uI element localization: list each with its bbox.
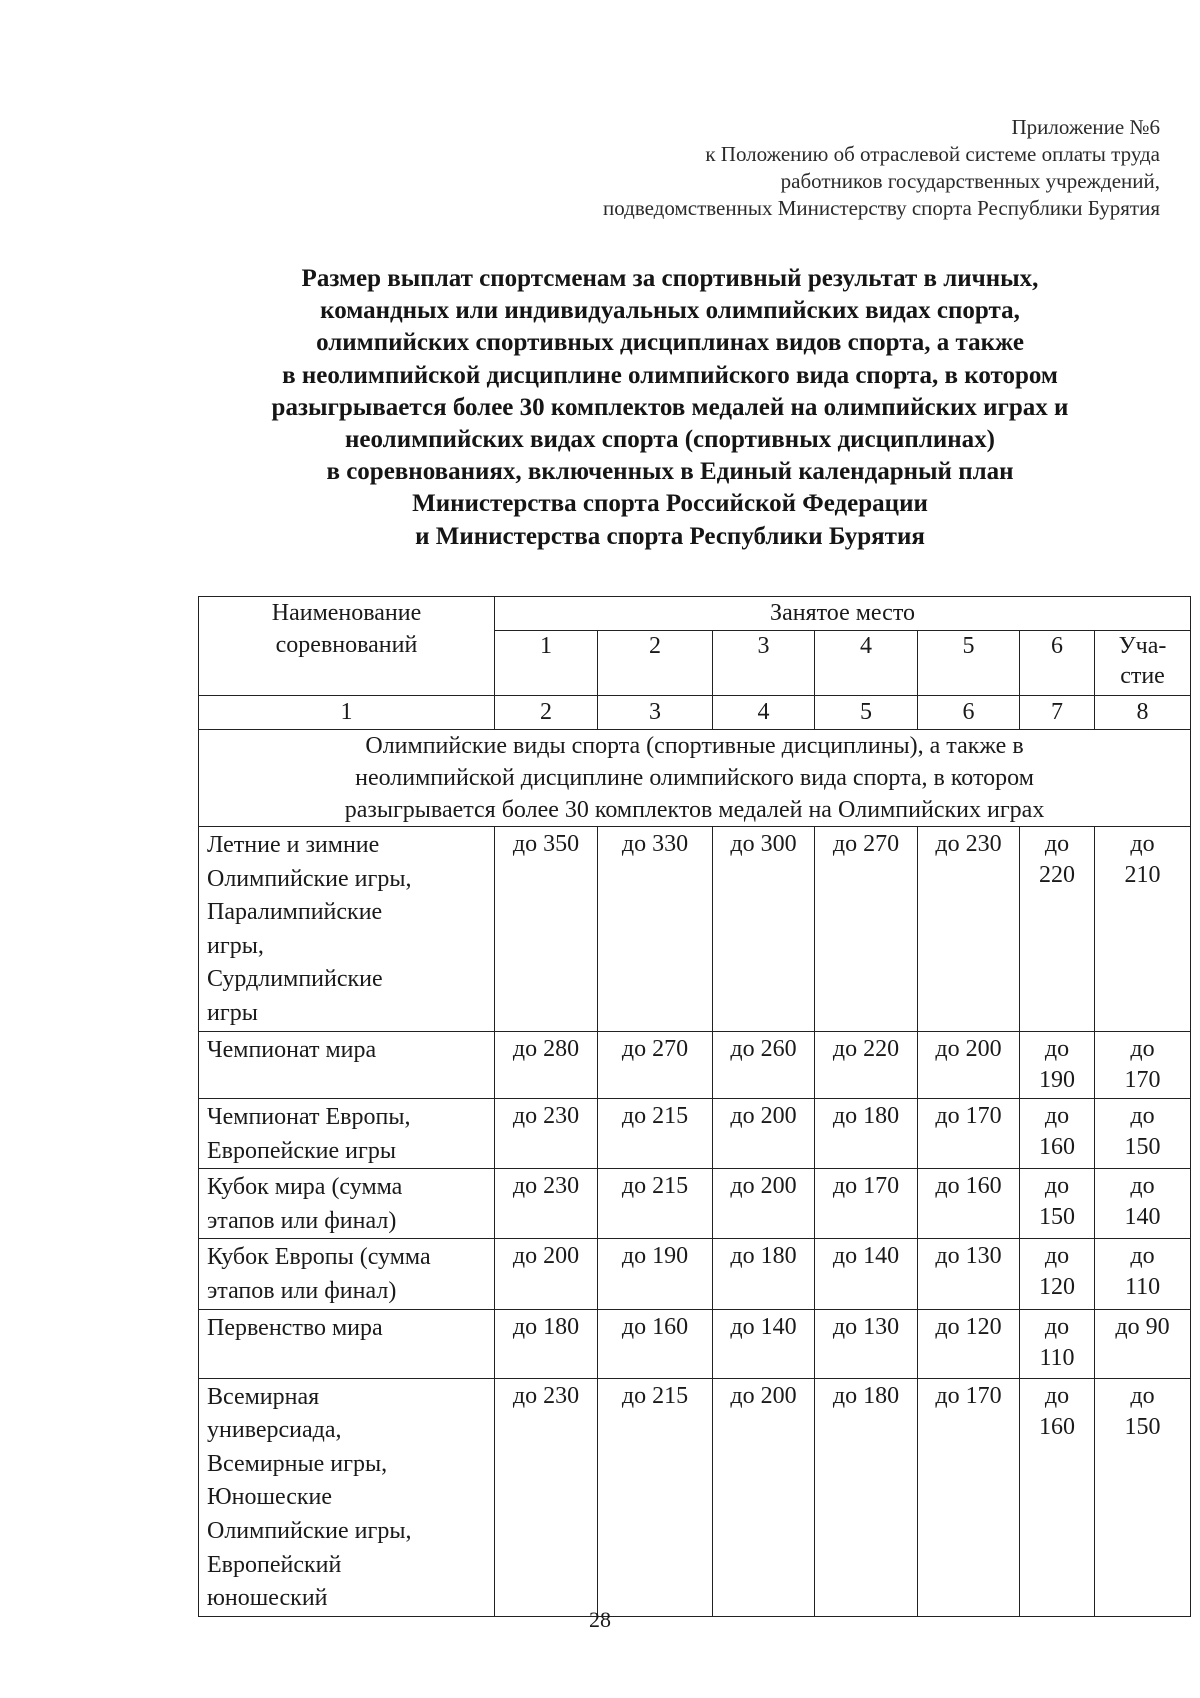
value-line: до xyxy=(1044,1313,1070,1340)
section-line: разыгрывается более 30 комплектов медалей на Олимпийских играх xyxy=(344,797,1045,823)
value-place-4: до 140 xyxy=(815,1239,918,1309)
name-line: игры, xyxy=(207,932,264,959)
value-place-3: до 140 xyxy=(713,1309,815,1378)
value-line: до xyxy=(1044,1243,1070,1270)
title-line: Министерства спорта Российской Федерации xyxy=(412,490,928,518)
document-title xyxy=(160,263,1180,553)
value-participation xyxy=(1095,1309,1191,1378)
value-line: 190 xyxy=(1039,1067,1075,1093)
competition-name xyxy=(199,1032,495,1099)
value-place-6 xyxy=(1020,1239,1095,1309)
column-number: 4 xyxy=(713,696,815,730)
value-line: 210 xyxy=(1124,862,1161,888)
column-number: 3 xyxy=(598,696,713,730)
value-place-4: до 180 xyxy=(815,1099,918,1169)
value-line: до xyxy=(1044,1103,1070,1129)
annex-line: работников государственных учреждений, xyxy=(780,169,1160,193)
competition-name xyxy=(199,1378,495,1616)
name-line: Олимпийские игры, xyxy=(207,865,412,892)
annex-line: к Положению об отраслевой системе оплаты труда xyxy=(705,142,1160,166)
value-place-4: до 130 xyxy=(815,1309,918,1378)
name-line: Олимпийские игры, xyxy=(207,1517,412,1544)
name-line: Кубок мира (сумма xyxy=(207,1174,403,1201)
value-line: 140 xyxy=(1124,1204,1161,1231)
value-place-3: до 300 xyxy=(713,827,815,1032)
value-place-2: до 330 xyxy=(598,827,713,1032)
value-line: 150 xyxy=(1124,1134,1161,1160)
header-name-line: соревнований xyxy=(275,632,418,658)
section-line: Олимпийские виды спорта (спортивные дисциплины), а также в xyxy=(365,733,1024,759)
value-place-5: до 230 xyxy=(918,827,1020,1032)
name-line: Паралимпийские xyxy=(207,899,383,926)
title-line: в неолимпийской дисциплине олимпийского вида спорта, в котором xyxy=(282,361,1058,389)
value-place-6 xyxy=(1020,1309,1095,1378)
value-place-3: до 260 xyxy=(713,1032,815,1099)
value-place-6 xyxy=(1020,1378,1095,1616)
header-participation xyxy=(1095,631,1191,696)
column-number: 8 xyxy=(1095,696,1191,730)
header-place-3: 3 xyxy=(713,631,815,696)
title-line: в соревнованиях, включенных в Единый календарный план xyxy=(326,458,1014,486)
table-row xyxy=(199,1169,1191,1239)
value-line: до xyxy=(1044,1036,1070,1062)
name-line: Чемпионат Европы, xyxy=(207,1104,411,1130)
header-place-1: 1 xyxy=(495,631,598,696)
name-line: Юношеские xyxy=(207,1484,333,1511)
value-line: до 90 xyxy=(1115,1313,1170,1340)
value-line: до xyxy=(1044,1173,1070,1200)
value-place-1: до 180 xyxy=(495,1309,598,1378)
name-line: Первенство мира xyxy=(207,1314,383,1341)
section-line: неолимпийской дисциплине олимпийского вида спорта, в котором xyxy=(355,765,1034,791)
value-place-1: до 350 xyxy=(495,827,598,1032)
competition-name xyxy=(199,1169,495,1239)
value-place-5: до 170 xyxy=(918,1378,1020,1616)
value-line: до xyxy=(1044,1382,1070,1409)
table-row xyxy=(199,1032,1191,1099)
value-place-3: до 200 xyxy=(713,1169,815,1239)
section-heading xyxy=(199,730,1191,827)
name-line: Сурдлимпийские xyxy=(207,966,383,993)
title-line: командных или индивидуальных олимпийских видах спорта, xyxy=(320,297,1020,325)
value-line: до xyxy=(1130,831,1155,857)
value-place-1: до 280 xyxy=(495,1032,598,1099)
name-line: Европейские игры xyxy=(207,1137,396,1164)
value-line: 160 xyxy=(1039,1134,1075,1160)
header-place-5: 5 xyxy=(918,631,1020,696)
value-place-1: до 230 xyxy=(495,1169,598,1239)
value-line: до xyxy=(1130,1382,1155,1409)
value-line: 110 xyxy=(1124,1274,1161,1301)
header-competition-name xyxy=(199,597,495,696)
value-participation xyxy=(1095,1099,1191,1169)
column-number: 2 xyxy=(495,696,598,730)
value-line: 150 xyxy=(1124,1413,1161,1440)
name-line: универсиада, xyxy=(207,1417,342,1444)
value-place-3: до 180 xyxy=(713,1239,815,1309)
value-place-3: до 200 xyxy=(713,1099,815,1169)
value-line: 220 xyxy=(1039,862,1075,888)
annex-header xyxy=(603,114,1160,222)
value-participation xyxy=(1095,1239,1191,1309)
value-line: 160 xyxy=(1039,1413,1075,1440)
name-line: юношеский xyxy=(207,1585,328,1612)
participation-line: стие xyxy=(1120,663,1165,689)
competition-name xyxy=(199,1309,495,1378)
table-row xyxy=(199,1239,1191,1309)
value-participation xyxy=(1095,1169,1191,1239)
header-place-4: 4 xyxy=(815,631,918,696)
value-place-5: до 130 xyxy=(918,1239,1020,1309)
value-place-4: до 220 xyxy=(815,1032,918,1099)
header-name-line: Наименование xyxy=(271,600,422,626)
column-number: 7 xyxy=(1020,696,1095,730)
name-line: Кубок Европы (сумма xyxy=(207,1244,431,1271)
title-line: неолимпийских видах спорта (спортивных дисциплинах) xyxy=(345,426,995,454)
value-place-4: до 270 xyxy=(815,827,918,1032)
value-place-2: до 215 xyxy=(598,1378,713,1616)
name-line: Летние и зимние xyxy=(207,832,380,858)
competition-name xyxy=(199,827,495,1032)
value-place-6 xyxy=(1020,1099,1095,1169)
payments-table xyxy=(198,596,1191,1617)
value-place-6 xyxy=(1020,1032,1095,1099)
value-line: 150 xyxy=(1039,1204,1075,1231)
column-number: 1 xyxy=(199,696,495,730)
title-line: олимпийских спортивных дисциплинах видов спорта, а также xyxy=(316,329,1024,357)
value-line: до xyxy=(1044,831,1070,857)
value-line: 120 xyxy=(1039,1274,1075,1301)
value-line: до xyxy=(1130,1103,1155,1129)
value-place-1: до 230 xyxy=(495,1378,598,1616)
value-place-5: до 200 xyxy=(918,1032,1020,1099)
value-place-3: до 200 xyxy=(713,1378,815,1616)
value-place-2: до 270 xyxy=(598,1032,713,1099)
annex-line: подведомственных Министерству спорта Республики Бурятия xyxy=(603,196,1160,220)
value-place-2: до 215 xyxy=(598,1099,713,1169)
value-place-2: до 215 xyxy=(598,1169,713,1239)
value-participation xyxy=(1095,1032,1191,1099)
name-line: этапов или финал) xyxy=(207,1277,397,1304)
value-participation xyxy=(1095,827,1191,1032)
value-line: 170 xyxy=(1124,1067,1161,1093)
title-line: Размер выплат спортсменам за спортивный результат в личных, xyxy=(301,265,1039,292)
value-place-1: до 230 xyxy=(495,1099,598,1169)
header-place-6: 6 xyxy=(1020,631,1095,696)
value-place-5: до 170 xyxy=(918,1099,1020,1169)
value-place-4: до 170 xyxy=(815,1169,918,1239)
name-line: Чемпионат мира xyxy=(207,1037,377,1063)
header-place: Занятое место xyxy=(495,597,1191,631)
value-place-5: до 160 xyxy=(918,1169,1020,1239)
column-number: 5 xyxy=(815,696,918,730)
value-line: до xyxy=(1130,1243,1155,1270)
value-place-5: до 120 xyxy=(918,1309,1020,1378)
name-line: Всемирные игры, xyxy=(207,1450,388,1477)
value-place-6 xyxy=(1020,1169,1095,1239)
competition-name xyxy=(199,1239,495,1309)
table-row xyxy=(199,1378,1191,1616)
value-line: 110 xyxy=(1039,1344,1075,1371)
table-row xyxy=(199,1309,1191,1378)
value-place-6 xyxy=(1020,827,1095,1032)
value-participation xyxy=(1095,1378,1191,1616)
page-number: 28 xyxy=(589,1607,611,1632)
name-line: игры xyxy=(207,999,258,1026)
title-line: разыгрывается более 30 комплектов медалей на олимпийских играх и xyxy=(271,393,1069,421)
header-place-2: 2 xyxy=(598,631,713,696)
value-line: до xyxy=(1130,1036,1155,1062)
value-line: до xyxy=(1130,1173,1155,1200)
value-place-4: до 180 xyxy=(815,1378,918,1616)
value-place-2: до 190 xyxy=(598,1239,713,1309)
value-place-1: до 200 xyxy=(495,1239,598,1309)
annex-line: Приложение №6 xyxy=(1011,115,1160,139)
table-row xyxy=(199,827,1191,1032)
competition-name xyxy=(199,1099,495,1169)
value-place-2: до 160 xyxy=(598,1309,713,1378)
table-row xyxy=(199,1099,1191,1169)
column-number: 6 xyxy=(918,696,1020,730)
name-line: Европейский xyxy=(207,1551,342,1578)
name-line: этапов или финал) xyxy=(207,1207,397,1234)
title-line: и Министерства спорта Республики Бурятия xyxy=(415,522,925,550)
name-line: Всемирная xyxy=(207,1383,320,1410)
participation-line: Уча- xyxy=(1118,633,1167,659)
